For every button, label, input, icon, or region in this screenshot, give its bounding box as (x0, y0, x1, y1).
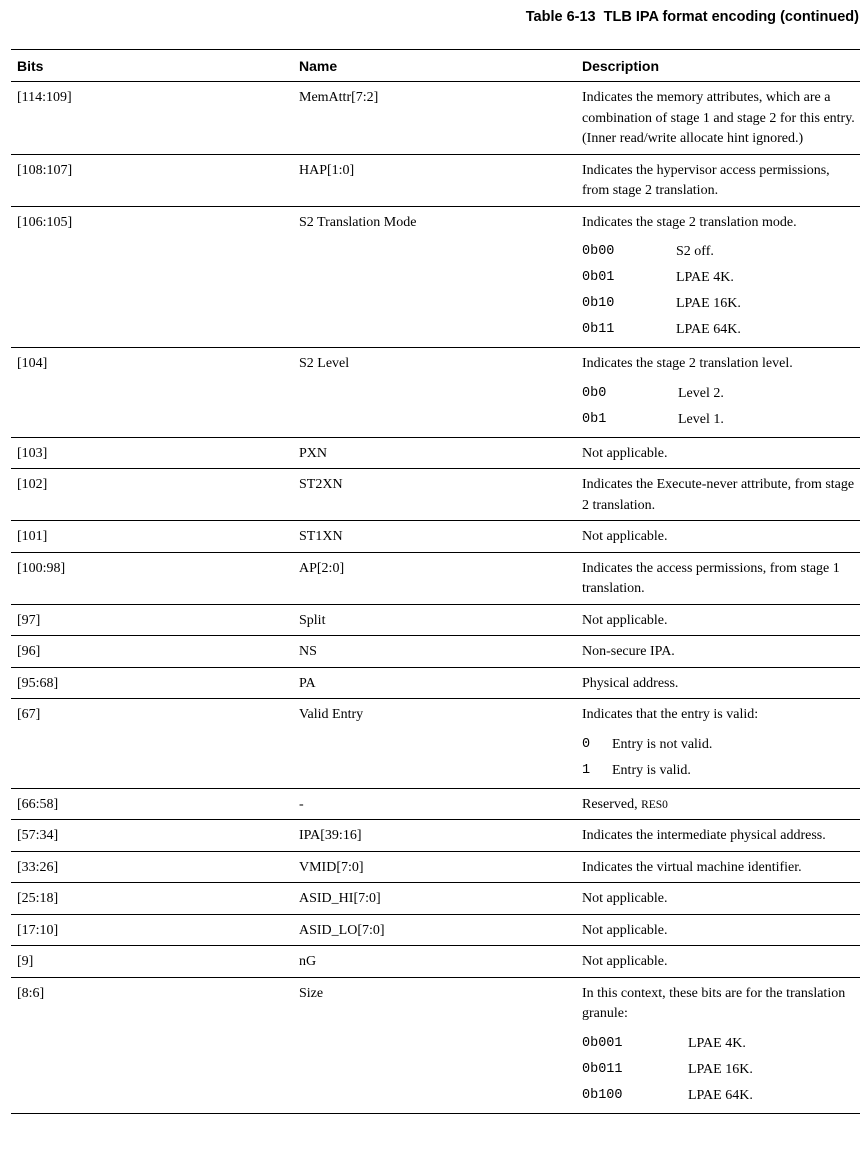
encoding-table (11, 49, 860, 1114)
encoding-item (582, 1031, 856, 1057)
bits-cell: [114:109] (17, 90, 72, 105)
bits-cell: [95:68] (17, 675, 59, 691)
table-row (11, 636, 860, 668)
encoding-code: 0b11 (582, 322, 615, 337)
name-cell: Size (299, 985, 324, 1001)
table-row (11, 820, 860, 852)
description-cell: Indicates the access permissions, from stage 1 translation. (582, 560, 840, 596)
header-bits: Bits (17, 57, 44, 74)
encoding-item (582, 758, 856, 784)
description-cell (576, 788, 860, 820)
encoding-meaning: LPAE 4K. (676, 270, 734, 285)
description-cell: Not applicable. (582, 891, 668, 906)
table-row (11, 851, 860, 883)
description-cell: Not applicable. (582, 954, 668, 969)
bits-cell: [57:34] (17, 828, 59, 843)
reserved-value: RES0 (641, 798, 668, 811)
encoding-meaning: LPAE 64K. (688, 1087, 753, 1103)
table-row (11, 604, 860, 636)
header-name: Name (299, 57, 338, 74)
encoding-item (582, 407, 856, 433)
name-cell: NS (299, 644, 317, 659)
bits-cell: [104] (17, 356, 48, 371)
encoding-code: 1 (582, 762, 591, 778)
name-cell: MemAttr[7:2] (299, 90, 379, 105)
encoding-code: 0 (582, 736, 591, 752)
name-cell: AP[2:0] (299, 560, 345, 576)
encoding-code: 0b01 (582, 270, 615, 285)
encoding-code: 0b00 (582, 244, 615, 259)
table-row (11, 699, 860, 789)
table-row (11, 82, 860, 155)
name-cell: ASID_LO[7:0] (299, 922, 385, 938)
bits-cell: [108:107] (17, 162, 73, 178)
table-caption: Table 6-13 TLB IPA format encoding (continued) (525, 9, 859, 25)
encoding-list (582, 1031, 856, 1109)
description-text: Indicates the stage 2 translation level. (582, 356, 793, 371)
description-text: In this context, these bits are for the translation granule: (582, 985, 846, 1021)
name-cell: ST2XN (299, 477, 343, 492)
bits-cell: [103] (17, 445, 48, 461)
table-row (11, 469, 860, 521)
encoding-meaning: LPAE 16K. (688, 1061, 753, 1077)
encoding-item (582, 1083, 856, 1109)
description-cell: Not applicable. (582, 612, 668, 628)
description-cell (576, 206, 860, 348)
bits-cell: [96] (17, 644, 41, 659)
encoding-item (582, 1057, 856, 1083)
encoding-code: 0b0 (582, 385, 607, 401)
description-cell: Not applicable. (582, 445, 668, 461)
encoding-item (582, 381, 856, 407)
bits-cell: [100:98] (17, 560, 66, 576)
name-cell: S2 Level (299, 356, 350, 371)
description-cell: Indicates the memory attributes, which are a combination of stage 1 and stage 2 for this entry. (Inner read/write allocate hint ignored.) (582, 90, 855, 146)
description-text: Indicates the stage 2 translation mode. (582, 214, 797, 230)
encoding-list (582, 239, 856, 343)
description-cell (576, 699, 860, 789)
name-cell: Valid Entry (299, 707, 364, 722)
description-cell: Indicates the hypervisor access permissions, from stage 2 translation. (582, 162, 830, 198)
description-text: Reserved, (582, 796, 642, 812)
encoding-code: 0b1 (582, 411, 607, 427)
table-row (11, 552, 860, 604)
encoding-list (582, 381, 856, 433)
table-row (11, 667, 860, 699)
encoding-meaning: Level 2. (678, 385, 724, 401)
description-cell: Physical address. (582, 675, 679, 691)
encoding-meaning: Entry is valid. (612, 762, 691, 778)
bits-cell: [17:10] (17, 922, 59, 938)
table-row (11, 154, 860, 206)
name-cell: - (299, 796, 304, 812)
bits-cell: [66:58] (17, 796, 59, 812)
encoding-meaning: LPAE 64K. (676, 322, 741, 337)
name-cell: PA (299, 675, 316, 691)
description-cell: Indicates the virtual machine identifier. (582, 859, 802, 875)
bits-cell: [9] (17, 954, 34, 969)
description-cell: Not applicable. (582, 922, 668, 938)
encoding-list (582, 732, 856, 784)
description-text: Indicates that the entry is valid: (582, 707, 759, 722)
encoding-meaning: Entry is not valid. (612, 736, 713, 752)
table-row (11, 521, 860, 553)
name-cell: S2 Translation Mode (299, 214, 417, 230)
table-row (11, 914, 860, 946)
table-row (11, 437, 860, 469)
encoding-meaning: Level 1. (678, 411, 724, 427)
encoding-code: 0b001 (582, 1035, 623, 1051)
description-cell: Non-secure IPA. (582, 644, 675, 659)
bits-cell: [102] (17, 477, 48, 492)
table-row (11, 946, 860, 978)
name-cell: ST1XN (299, 529, 343, 544)
description-cell (576, 348, 860, 438)
table-row (11, 977, 860, 1113)
bits-cell: [33:26] (17, 859, 59, 875)
table-row (11, 206, 860, 348)
name-cell: PXN (299, 445, 328, 461)
encoding-code: 0b011 (582, 1061, 623, 1077)
name-cell: nG (299, 954, 317, 969)
name-cell: IPA[39:16] (299, 828, 362, 843)
encoding-code: 0b10 (582, 296, 615, 311)
bits-cell: [8:6] (17, 985, 45, 1001)
description-cell (576, 977, 860, 1113)
name-cell: VMID[7:0] (299, 859, 364, 875)
header-description: Description (582, 57, 660, 74)
encoding-item (582, 317, 856, 343)
bits-cell: [25:18] (17, 891, 59, 906)
table-row (11, 788, 860, 820)
encoding-meaning: S2 off. (676, 244, 714, 259)
name-cell: Split (299, 612, 326, 628)
description-cell: Indicates the Execute-never attribute, from stage 2 translation. (582, 477, 855, 513)
encoding-meaning: LPAE 4K. (688, 1035, 746, 1051)
encoding-item (582, 265, 856, 291)
bits-cell: [67] (17, 707, 41, 722)
name-cell: HAP[1:0] (299, 162, 355, 178)
table-header-row (11, 50, 860, 82)
table-row (11, 348, 860, 438)
encoding-meaning: LPAE 16K. (676, 296, 741, 311)
description-cell: Not applicable. (582, 529, 668, 544)
bits-cell: [97] (17, 612, 41, 628)
name-cell: ASID_HI[7:0] (299, 891, 381, 906)
encoding-item (582, 291, 856, 317)
encoding-item (582, 239, 856, 265)
description-cell: Indicates the intermediate physical address. (582, 828, 826, 843)
encoding-item (582, 732, 856, 758)
bits-cell: [106:105] (17, 214, 73, 230)
encoding-code: 0b100 (582, 1087, 623, 1103)
table-row (11, 883, 860, 915)
bits-cell: [101] (17, 529, 48, 544)
